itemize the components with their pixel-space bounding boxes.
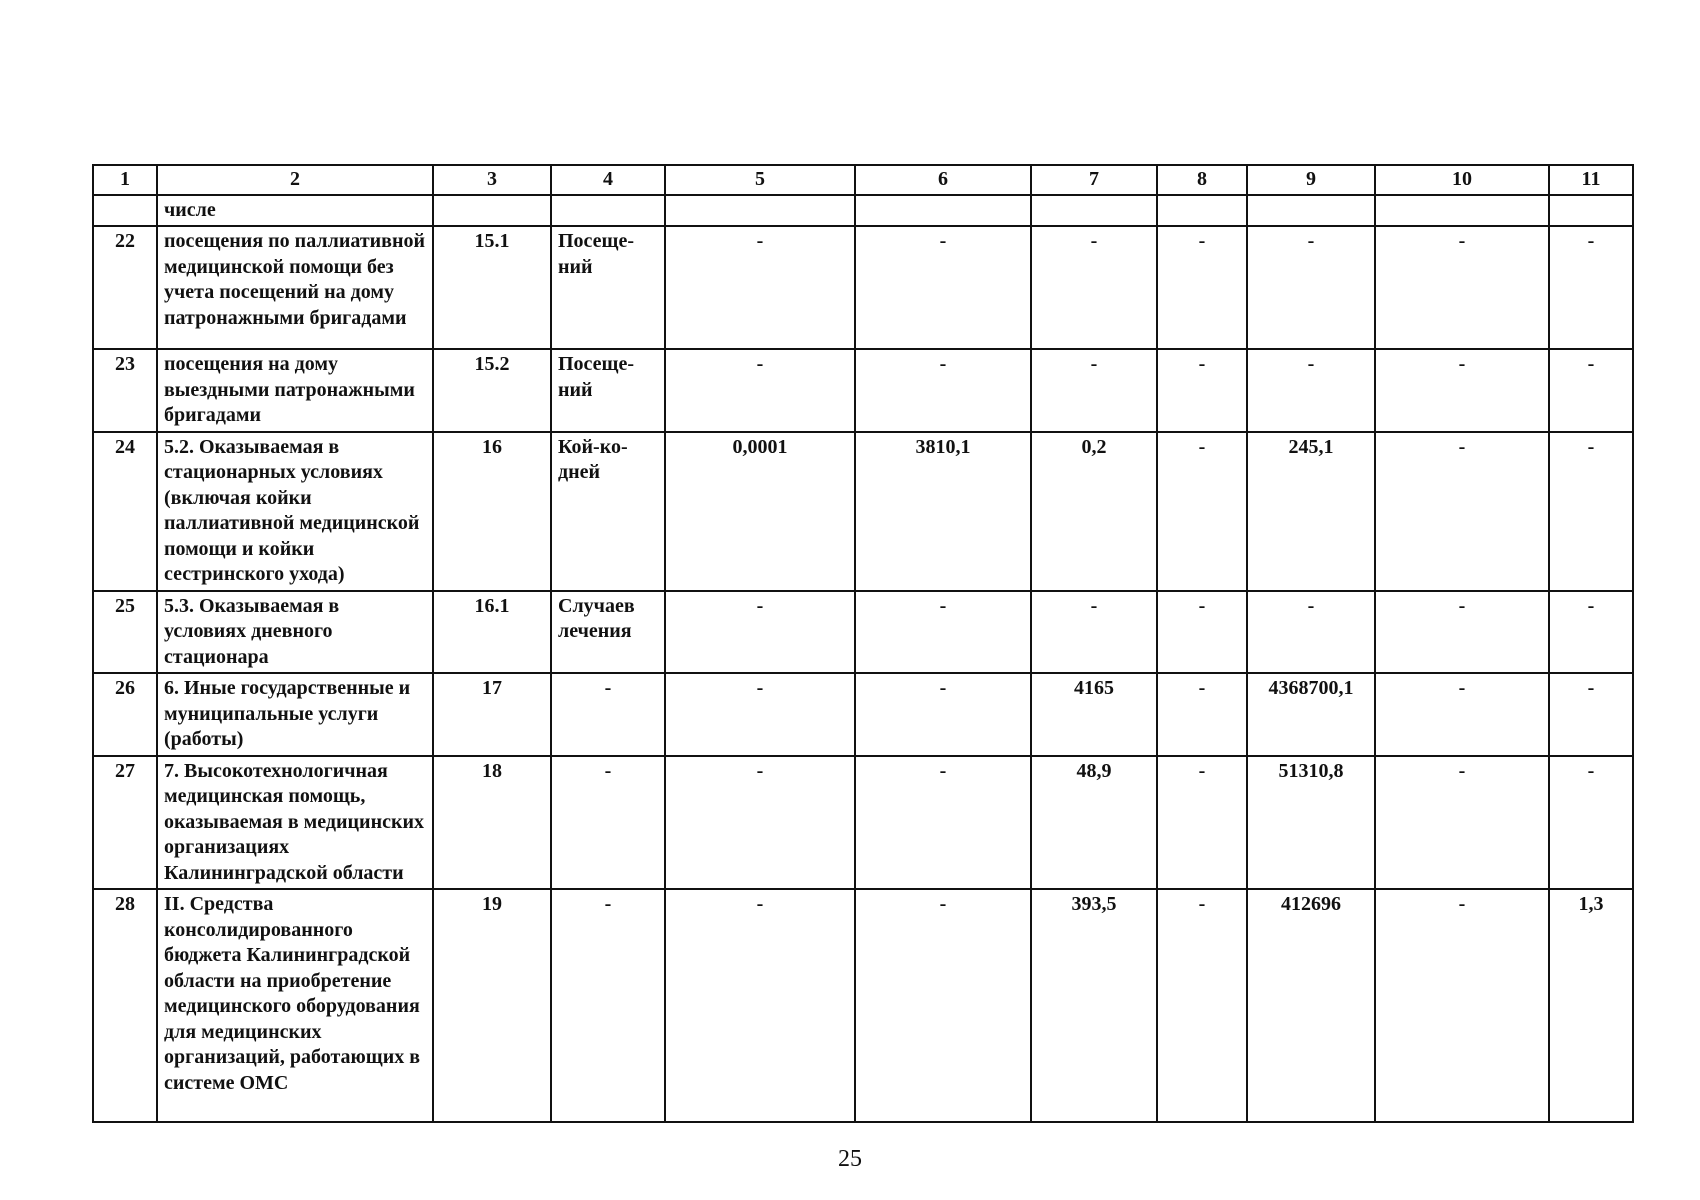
value-cell-col9: 412696: [1247, 889, 1375, 1122]
table-row: [93, 226, 1633, 349]
value-cell-col11: -: [1549, 756, 1633, 890]
column-header: 5: [665, 165, 855, 195]
row-description: посещения по паллиативной медицинской помощи без учета посещений на дому патронажными бригадами: [157, 226, 433, 349]
value-cell-col5: -: [665, 673, 855, 756]
table-row: [93, 673, 1633, 756]
value-cell-col8: -: [1157, 673, 1247, 756]
value-cell-col7: 393,5: [1031, 889, 1157, 1122]
table-row: [93, 756, 1633, 890]
empty-cell: [1031, 195, 1157, 227]
value-cell-col8: -: [1157, 889, 1247, 1122]
value-cell-col6: -: [855, 756, 1031, 890]
value-cell-col10: -: [1375, 349, 1549, 432]
value-cell-col7: 48,9: [1031, 756, 1157, 890]
value-cell-col5: -: [665, 756, 855, 890]
row-number: 23: [93, 349, 157, 432]
row-code: 18: [433, 756, 551, 890]
value-cell-col10: -: [1375, 756, 1549, 890]
row-unit: Кой-ко-дней: [551, 432, 665, 591]
value-cell-col8: -: [1157, 756, 1247, 890]
value-cell-col7: -: [1031, 226, 1157, 349]
row-code: 15.2: [433, 349, 551, 432]
row-code: 15.1: [433, 226, 551, 349]
value-cell-col8: -: [1157, 349, 1247, 432]
value-cell-col9: 4368700,1: [1247, 673, 1375, 756]
value-cell-col5: -: [665, 226, 855, 349]
value-cell-col9: -: [1247, 591, 1375, 674]
value-cell-col11: 1,3: [1549, 889, 1633, 1122]
row-code: 19: [433, 889, 551, 1122]
row-number: 28: [93, 889, 157, 1122]
row-number: 27: [93, 756, 157, 890]
value-cell-col9: 51310,8: [1247, 756, 1375, 890]
column-number-row: [93, 165, 1633, 195]
row-number: 25: [93, 591, 157, 674]
value-cell-col10: -: [1375, 673, 1549, 756]
value-cell-col11: -: [1549, 432, 1633, 591]
value-cell-col5: 0,0001: [665, 432, 855, 591]
column-header: 11: [1549, 165, 1633, 195]
row-unit: -: [551, 889, 665, 1122]
column-header: 4: [551, 165, 665, 195]
value-cell-col7: 0,2: [1031, 432, 1157, 591]
value-cell-col6: -: [855, 226, 1031, 349]
continuation-row: [93, 195, 1633, 227]
value-cell-col6: -: [855, 349, 1031, 432]
empty-cell: [855, 195, 1031, 227]
row-unit: Случаев лечения: [551, 591, 665, 674]
value-cell-col6: -: [855, 673, 1031, 756]
row-unit: Посеще-ний: [551, 349, 665, 432]
row-description: посещения на дому выездными патронажными бригадами: [157, 349, 433, 432]
column-header: 3: [433, 165, 551, 195]
value-cell-col5: -: [665, 889, 855, 1122]
row-code: 16: [433, 432, 551, 591]
value-cell-col5: -: [665, 349, 855, 432]
empty-cell: [433, 195, 551, 227]
column-header: 9: [1247, 165, 1375, 195]
empty-cell: [551, 195, 665, 227]
column-header: 8: [1157, 165, 1247, 195]
row-unit: -: [551, 756, 665, 890]
table-row: [93, 591, 1633, 674]
row-description: 6. Иные государственные и муниципальные услуги (работы): [157, 673, 433, 756]
row-description: II. Средства консолидированного бюджета Калининградской области на приобретение медицинского оборудования для медицинских организаций, работающих в системе ОМС: [157, 889, 433, 1122]
row-description: 7. Высокотехнологичная медицинская помощь, оказываемая в медицинских организациях Калининградской области: [157, 756, 433, 890]
table-row: [93, 432, 1633, 591]
page-number: 25: [838, 1146, 862, 1172]
value-cell-col10: -: [1375, 432, 1549, 591]
value-cell-col7: -: [1031, 349, 1157, 432]
value-cell-col11: -: [1549, 226, 1633, 349]
row-unit: Посеще-ний: [551, 226, 665, 349]
value-cell-col6: -: [855, 591, 1031, 674]
value-cell-col8: -: [1157, 432, 1247, 591]
value-cell-col9: -: [1247, 349, 1375, 432]
value-cell-col11: -: [1549, 591, 1633, 674]
value-cell-col8: -: [1157, 591, 1247, 674]
row-code: 16.1: [433, 591, 551, 674]
empty-cell: [1549, 195, 1633, 227]
row-unit: -: [551, 673, 665, 756]
value-cell-col6: -: [855, 889, 1031, 1122]
continuation-text: числе: [157, 195, 433, 227]
column-header: 7: [1031, 165, 1157, 195]
table-row: [93, 889, 1633, 1122]
value-cell-col9: 245,1: [1247, 432, 1375, 591]
value-cell-col11: -: [1549, 349, 1633, 432]
row-code: 17: [433, 673, 551, 756]
value-cell-col10: -: [1375, 591, 1549, 674]
row-description: 5.3. Оказываемая в условиях дневного стационара: [157, 591, 433, 674]
row-number-cell: [93, 195, 157, 227]
column-header: 10: [1375, 165, 1549, 195]
empty-cell: [1157, 195, 1247, 227]
row-description: 5.2. Оказываемая в стационарных условиях (включая койки паллиативной медицинской помощи и койки сестринского ухода): [157, 432, 433, 591]
data-table: [92, 164, 1634, 1123]
row-number: 26: [93, 673, 157, 756]
value-cell-col10: -: [1375, 889, 1549, 1122]
value-cell-col7: -: [1031, 591, 1157, 674]
empty-cell: [1247, 195, 1375, 227]
column-header: 6: [855, 165, 1031, 195]
empty-cell: [1375, 195, 1549, 227]
value-cell-col8: -: [1157, 226, 1247, 349]
value-cell-col11: -: [1549, 673, 1633, 756]
column-header: 1: [93, 165, 157, 195]
row-number: 22: [93, 226, 157, 349]
column-header: 2: [157, 165, 433, 195]
row-number: 24: [93, 432, 157, 591]
value-cell-col9: -: [1247, 226, 1375, 349]
value-cell-col10: -: [1375, 226, 1549, 349]
value-cell-col6: 3810,1: [855, 432, 1031, 591]
value-cell-col7: 4165: [1031, 673, 1157, 756]
table-row: [93, 349, 1633, 432]
empty-cell: [665, 195, 855, 227]
value-cell-col5: -: [665, 591, 855, 674]
